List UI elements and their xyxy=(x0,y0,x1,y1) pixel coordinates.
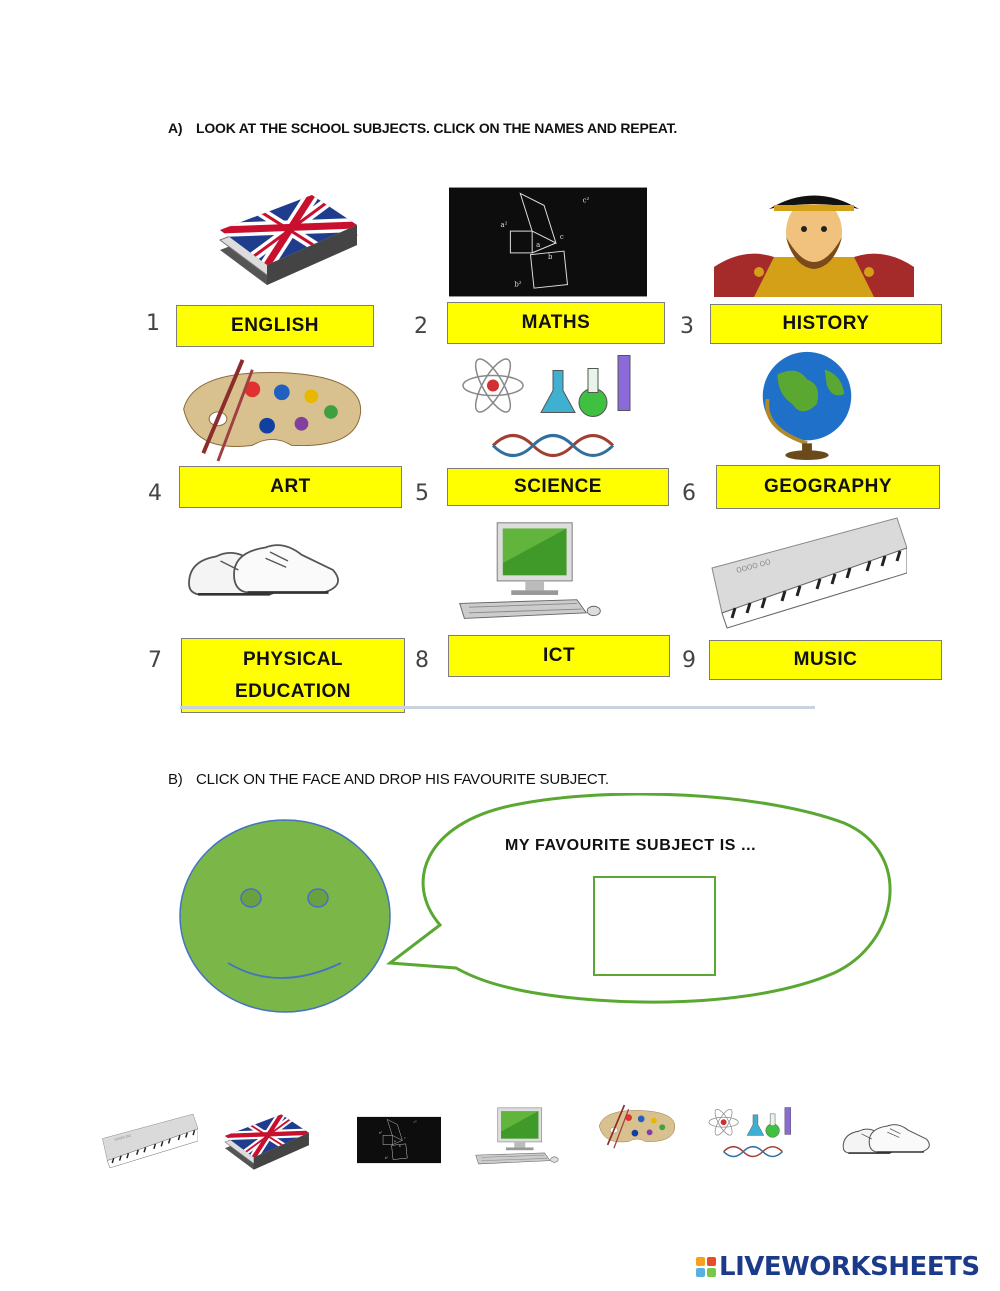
subject-label-history[interactable]: HISTORY xyxy=(710,304,942,344)
draggable-blackboard-geometry-icon[interactable] xyxy=(357,1104,441,1176)
instruction-a-text: LOOK AT THE SCHOOL SUBJECTS. CLICK ON THE NAMES AND REPEAT. xyxy=(196,120,678,136)
instruction-b-letter: B) xyxy=(168,771,183,788)
instruction-a-letter: A) xyxy=(168,120,183,136)
subject-number-8: 8 xyxy=(415,648,429,673)
subject-number-4: 4 xyxy=(148,481,162,506)
section-divider xyxy=(180,706,815,709)
globe-icon xyxy=(748,345,866,463)
subject-label-ict[interactable]: ICT xyxy=(448,635,670,677)
instruction-a xyxy=(168,120,677,136)
left-eye xyxy=(241,889,261,907)
logo-text: LIVEWORKSHEETS xyxy=(719,1252,980,1282)
draggable-sneakers-icon[interactable] xyxy=(838,1108,942,1170)
instruction-b xyxy=(168,771,609,788)
smiley-face[interactable] xyxy=(178,818,393,1015)
liveworksheets-logo xyxy=(696,1252,980,1282)
keyboard-piano-icon xyxy=(707,517,907,629)
subject-label-maths[interactable]: MATHS xyxy=(447,302,665,344)
subject-label-science[interactable]: SCIENCE xyxy=(447,468,669,506)
subject-label-geography[interactable]: GEOGRAPHY xyxy=(716,465,940,509)
subject-label-music[interactable]: MUSIC xyxy=(709,640,942,680)
sneakers-icon xyxy=(180,520,360,620)
instruction-b-text: CLICK ON THE FACE AND DROP HIS FAVOURITE SUBJECT. xyxy=(196,771,609,788)
draggable-british-flag-book-icon[interactable] xyxy=(220,1110,312,1174)
subject-label-art[interactable]: ART xyxy=(179,466,402,508)
bubble-text: MY FAVOURITE SUBJECT IS ... xyxy=(505,837,757,854)
subject-label-english[interactable]: ENGLISH xyxy=(176,305,374,347)
face-circle[interactable] xyxy=(180,820,390,1012)
draggable-paint-palette-icon[interactable] xyxy=(595,1088,679,1164)
subject-number-6: 6 xyxy=(682,481,696,506)
blackboard-geometry-icon xyxy=(449,187,647,297)
draggable-atom-flask-icon[interactable] xyxy=(704,1096,802,1168)
atom-flask-icon xyxy=(453,348,653,463)
subject-label-physical-education[interactable]: PHYSICAL EDUCATION xyxy=(181,638,405,713)
draggable-computer-icon[interactable] xyxy=(473,1104,561,1170)
subject-number-3: 3 xyxy=(680,314,694,339)
right-eye xyxy=(308,889,328,907)
subject-number-2: 2 xyxy=(414,314,428,339)
paint-palette-icon xyxy=(172,355,372,463)
draggable-keyboard-piano-icon[interactable] xyxy=(100,1108,198,1174)
favourite-subject-drop-zone[interactable] xyxy=(593,876,716,976)
subject-number-1: 1 xyxy=(146,311,160,336)
subject-number-9: 9 xyxy=(682,648,696,673)
subject-number-5: 5 xyxy=(415,481,429,506)
king-portrait-icon xyxy=(714,187,914,297)
computer-icon xyxy=(455,520,605,625)
british-flag-book-icon xyxy=(212,190,362,290)
subject-number-7: 7 xyxy=(148,648,162,673)
logo-mark-icon xyxy=(696,1257,716,1277)
